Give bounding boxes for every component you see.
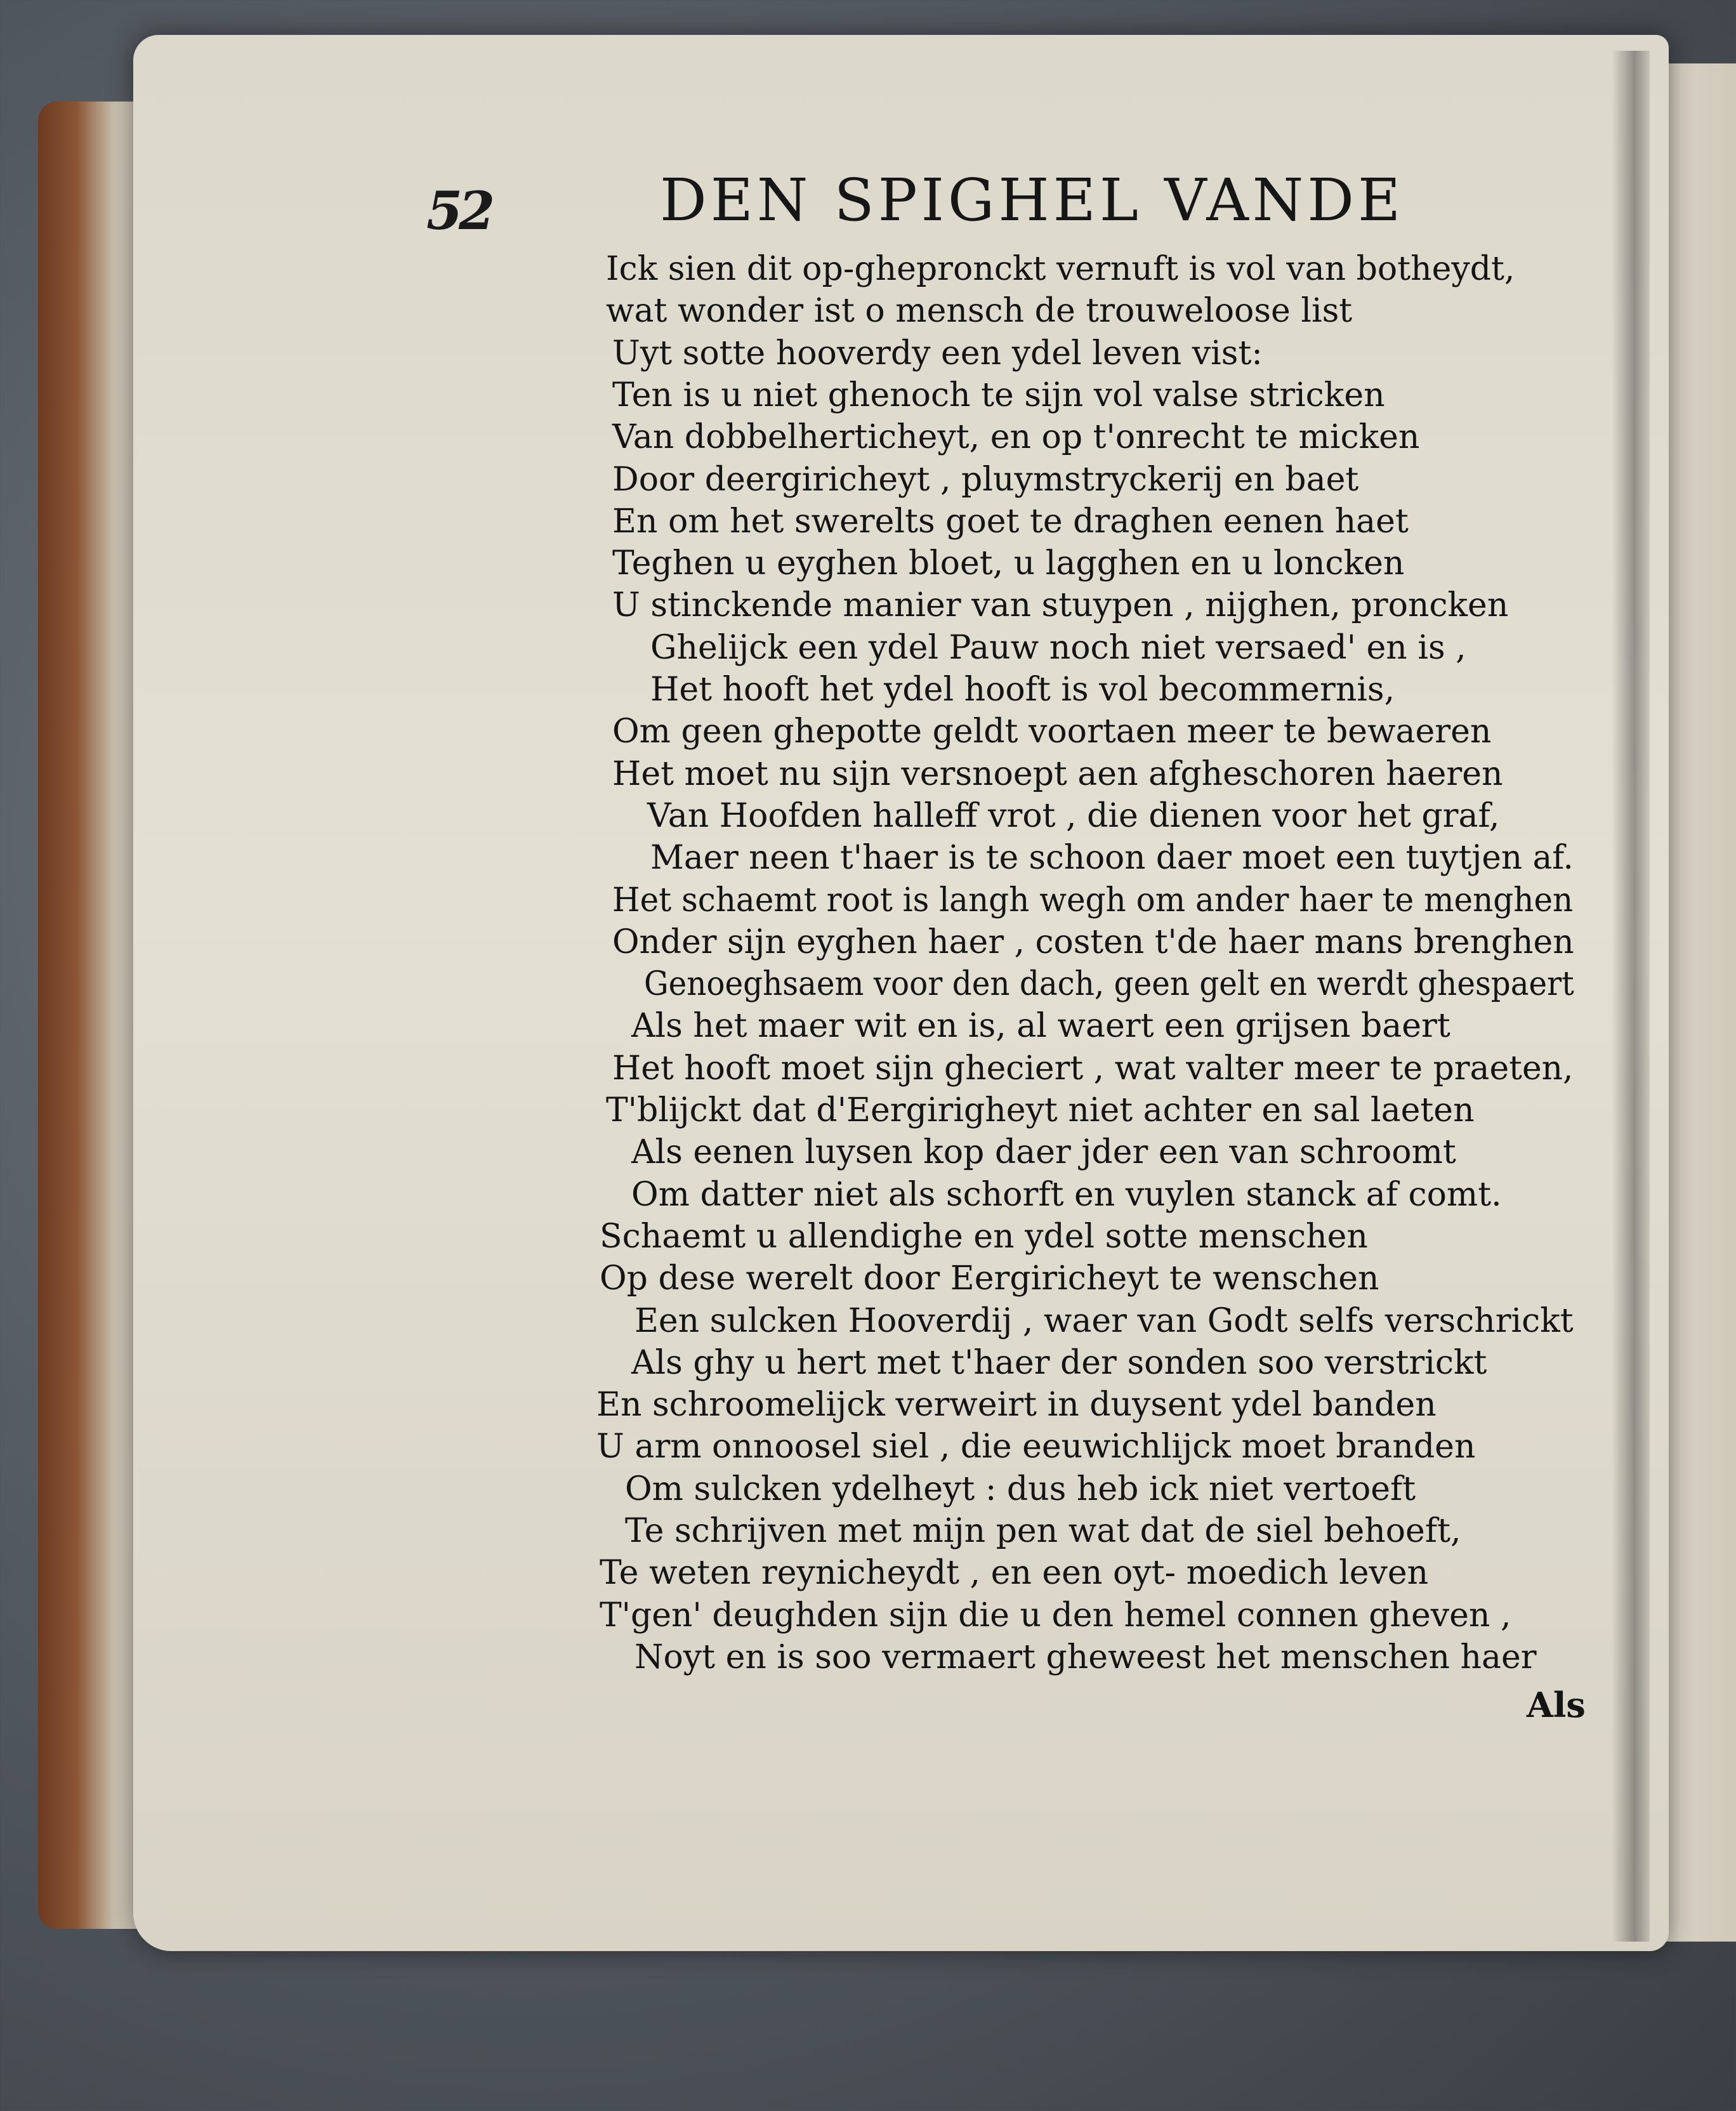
verse-line: Het hooft moet sijn gheciert , wat valter meer te praeten, [612, 1049, 1574, 1088]
verse-line: Door deergiricheyt , pluymstryckerij en baet [612, 461, 1359, 499]
verse-line: Van Hoofden halleff vrot , die dienen voor het graf, [647, 797, 1500, 835]
verse-line: Maer neen t'haer is te schoon daer moet een tuytjen af. [650, 839, 1574, 877]
verse-line: Op dese werelt door Eergiricheyt te wenschen [600, 1259, 1379, 1298]
verse-line: U stinckende manier van stuypen , nijghen, proncken [612, 586, 1509, 624]
verse-line: En om het swerelts goet te draghen eenen haet [612, 503, 1409, 541]
verse-line: Als eenen luysen kop daer jder een van schroomt [631, 1133, 1456, 1171]
verse-line: Uyt sotte hooverdy een ydel leven vist: [612, 334, 1263, 372]
verse-line: Als ghy u hert met t'haer der sonden soo verstrickt [631, 1344, 1487, 1382]
verse-line: Als het maer wit en is, al waert een grijsen baert [631, 1007, 1450, 1045]
verse-line: T'blijckt dat d'Eergirigheyt niet achter en sal laeten [606, 1091, 1475, 1129]
verse-line: Om geen ghepotte geldt voortaen meer te bewaeren [612, 713, 1492, 751]
verse-line: Een sulcken Hooverdij , waer van Godt selfs verschrickt [635, 1302, 1574, 1340]
verse-line: Noyt en is soo vermaert gheweest het menschen haer [635, 1638, 1537, 1676]
verse-line: T'gen' deughden sijn die u den hemel connen gheven , [600, 1596, 1511, 1634]
verse-line: Ten is u niet ghenoch te sijn vol valse stricken [612, 376, 1385, 414]
verse-line: Schaemt u allendighe en ydel sotte menschen [600, 1218, 1368, 1256]
verse-line: Te schrijven met mijn pen wat dat de siel behoeft, [625, 1512, 1461, 1550]
verse-line: En schroomelijck verweirt in duysent ydel banden [596, 1386, 1437, 1424]
running-head-title: DEN SPIGHEL VANDE [660, 166, 1405, 234]
page-number: 52 [426, 181, 492, 242]
verse-line: Ick sien dit op-ghepronckt vernuft is vol van botheydt, [606, 250, 1515, 288]
verse-line: Het schaemt root is langh wegh om ander haer te menghen [612, 881, 1574, 919]
verse-line: Teghen u eyghen bloet, u lagghen en u loncken [612, 544, 1405, 582]
verse-line: Om datter niet als schorft en vuylen stanck af comt. [631, 1176, 1502, 1214]
page-gutter-shadow [1612, 51, 1650, 1942]
verse-line: Onder sijn eyghen haer , costen t'de haer mans brenghen [612, 923, 1574, 961]
verse-line: Van dobbelherticheyt, en op t'onrecht te micken [612, 418, 1420, 456]
verse-line: Te weten reynicheydt , en een oyt- moedich leven [600, 1554, 1429, 1592]
verse-line: wat wonder ist o mensch de trouweloose list [606, 292, 1353, 330]
verse-line: Om sulcken ydelheyt : dus heb ick niet vertoeft [625, 1470, 1416, 1508]
verse-line: U arm onnoosel siel , die eeuwichlijck moet branden [596, 1428, 1476, 1466]
verse-line: Ghelijck een ydel Pauw noch niet versaed' en is , [650, 629, 1466, 667]
verse-line: Het moet nu sijn versnoept aen afgheschoren haeren [612, 755, 1503, 793]
verse-line: Het hooft het ydel hooft is vol becommernis, [650, 671, 1395, 709]
catchword: Als [1527, 1685, 1586, 1725]
verse-line: Genoeghsaem voor den dach, geen gelt en werdt ghespaert [644, 965, 1574, 1003]
